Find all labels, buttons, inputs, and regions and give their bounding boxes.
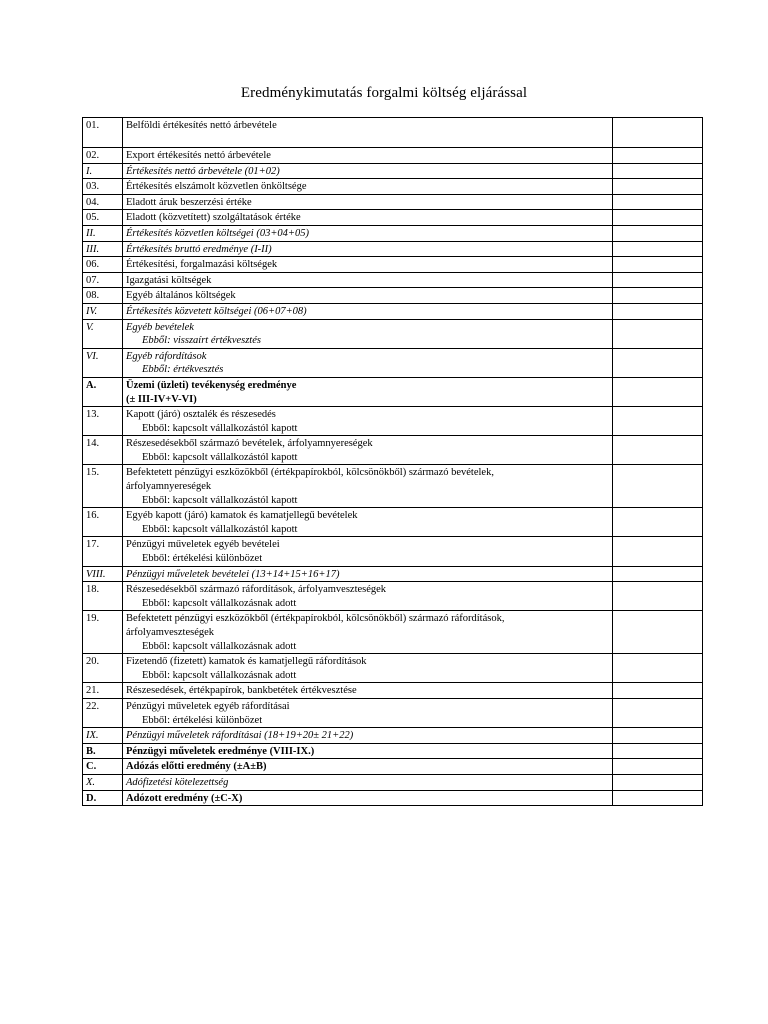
- row-code: 17.: [83, 537, 123, 566]
- row-label: Pénzügyi műveletek bevételei (13+14+15+16+17): [126, 568, 340, 580]
- row-description: [123, 566, 613, 582]
- row-label: Részesedésekből származó ráfordítások, árfolyamveszteségek: [126, 584, 387, 596]
- row-code: 06.: [83, 257, 123, 273]
- row-code: VI.: [83, 348, 123, 377]
- row-label: Befektetett pénzügyi eszközökből (értékpapírokból, kölcsönökből) származó bevételek,: [126, 467, 494, 479]
- row-code: 03.: [83, 179, 123, 195]
- row-description: [123, 118, 613, 148]
- row-value-cell[interactable]: [613, 759, 703, 775]
- table-row: [83, 288, 703, 304]
- row-label: Értékesítés nettó árbevétele (01+02): [126, 165, 280, 177]
- row-description: [123, 303, 613, 319]
- table-row: [83, 377, 703, 406]
- row-label: Befektetett pénzügyi eszközökből (értékpapírokból, kölcsönökből) származó ráfordítások,: [126, 613, 505, 625]
- row-description: [123, 210, 613, 226]
- row-code: I.: [83, 163, 123, 179]
- table-row: [83, 611, 703, 654]
- row-code: VIII.: [83, 566, 123, 582]
- row-value-cell[interactable]: [613, 377, 703, 406]
- row-value-cell[interactable]: [613, 790, 703, 806]
- row-value-cell[interactable]: [613, 163, 703, 179]
- row-code: 18.: [83, 582, 123, 611]
- income-statement-table: [82, 117, 703, 806]
- table-row: [83, 241, 703, 257]
- row-value-cell[interactable]: [613, 654, 703, 683]
- row-label: Pénzügyi műveletek eredménye (VIII-IX.): [126, 745, 315, 757]
- row-label: Fizetendő (fizetett) kamatok és kamatjellegű ráfordítások: [126, 656, 367, 668]
- row-label: Eladott (közvetített) szolgáltatások értéke: [126, 212, 301, 224]
- row-description: [123, 743, 613, 759]
- row-code: 15.: [83, 465, 123, 508]
- row-label: Adózás előtti eredmény (±A±B): [126, 761, 267, 773]
- row-description: [123, 759, 613, 775]
- row-code: III.: [83, 241, 123, 257]
- row-description: [123, 407, 613, 436]
- row-description: [123, 163, 613, 179]
- row-value-cell[interactable]: [613, 210, 703, 226]
- table-row: [83, 272, 703, 288]
- table-row: [83, 582, 703, 611]
- row-description: [123, 179, 613, 195]
- row-value-cell[interactable]: [613, 537, 703, 566]
- row-sublabel: Ebből: kapcsolt vállalkozásnak adott: [142, 669, 297, 681]
- table-row: [83, 319, 703, 348]
- row-sublabel: Ebből: kapcsolt vállalkozásnak adott: [142, 597, 297, 609]
- row-code: D.: [83, 790, 123, 806]
- row-label-continuation: (± III-IV+V-VI): [126, 393, 197, 405]
- table-row: [83, 743, 703, 759]
- row-label: Értékesítés elszámolt közvetlen önköltsége: [126, 181, 307, 193]
- row-label: Egyéb kapott (járó) kamatok és kamatjellegű bevételek: [126, 510, 358, 522]
- row-value-cell[interactable]: [613, 436, 703, 465]
- row-label: Pénzügyi műveletek ráfordításai (18+19+20± 21+22): [126, 730, 354, 742]
- row-label: Részesedésekből származó bevételek, árfolyamnyereségek: [126, 438, 373, 450]
- row-description: [123, 257, 613, 273]
- row-value-cell[interactable]: [613, 774, 703, 790]
- table-row: [83, 759, 703, 775]
- row-description: [123, 774, 613, 790]
- row-description: [123, 377, 613, 406]
- table-row: [83, 728, 703, 744]
- table-row: [83, 698, 703, 727]
- row-code: 20.: [83, 654, 123, 683]
- row-label: Export értékesítés nettó árbevétele: [126, 150, 271, 161]
- row-label: Egyéb általános költségek: [126, 290, 236, 302]
- row-code: A.: [83, 377, 123, 406]
- row-code: 21.: [83, 683, 123, 699]
- row-sublabel: Ebből: értékelési különbözet: [142, 714, 263, 726]
- row-description: [123, 582, 613, 611]
- row-description: [123, 348, 613, 377]
- row-value-cell[interactable]: [613, 303, 703, 319]
- row-label: Igazgatási költségek: [126, 274, 212, 286]
- row-value-cell[interactable]: [613, 225, 703, 241]
- row-code: 05.: [83, 210, 123, 226]
- row-label: Pénzügyi műveletek egyéb bevételei: [126, 539, 280, 551]
- row-sublabel: Ebből: visszaírt értékvesztés: [142, 335, 261, 347]
- row-value-cell[interactable]: [613, 148, 703, 164]
- table-row: [83, 303, 703, 319]
- row-value-cell[interactable]: [613, 407, 703, 436]
- row-label: Értékesítési, forgalmazási költségek: [126, 259, 278, 271]
- row-value-cell[interactable]: [613, 241, 703, 257]
- document-title: Eredménykimutatás forgalmi költség eljárással: [240, 85, 528, 101]
- row-sublabel: Ebből: kapcsolt vállalkozásnak adott: [142, 640, 297, 652]
- row-code: 07.: [83, 272, 123, 288]
- row-code: 16.: [83, 508, 123, 537]
- table-row: [83, 436, 703, 465]
- row-label: Részesedések, értékpapírok, bankbetétek értékvesztése: [126, 685, 357, 697]
- row-code: B.: [83, 743, 123, 759]
- row-value-cell[interactable]: [613, 257, 703, 273]
- row-value-cell[interactable]: [613, 698, 703, 727]
- row-description: [123, 288, 613, 304]
- row-code: 19.: [83, 611, 123, 654]
- row-code: 04.: [83, 194, 123, 210]
- row-value-cell[interactable]: [613, 611, 703, 654]
- table-row: [83, 163, 703, 179]
- row-code: 14.: [83, 436, 123, 465]
- row-code: 08.: [83, 288, 123, 304]
- row-sublabel: Ebből: kapcsolt vállalkozástól kapott: [142, 422, 298, 434]
- row-code: IX.: [83, 728, 123, 744]
- table-row: [83, 225, 703, 241]
- row-code: 22.: [83, 698, 123, 727]
- row-description: [123, 728, 613, 744]
- row-value-cell[interactable]: [613, 465, 703, 508]
- row-value-cell[interactable]: [613, 508, 703, 537]
- row-description: [123, 508, 613, 537]
- row-description: [123, 148, 613, 164]
- row-code: 02.: [83, 148, 123, 164]
- table-row: [83, 790, 703, 806]
- table-row: [83, 179, 703, 195]
- row-description: [123, 790, 613, 806]
- table-row: [83, 348, 703, 377]
- row-description: [123, 225, 613, 241]
- row-label: Egyéb bevételek: [126, 321, 194, 333]
- row-label: Kapott (járó) osztalék és részesedés: [126, 409, 276, 421]
- table-row: [83, 194, 703, 210]
- row-sublabel: Ebből: kapcsolt vállalkozástól kapott: [142, 523, 298, 535]
- row-value-cell[interactable]: [613, 566, 703, 582]
- row-label: Értékesítés közvetett költségei (06+07+08): [126, 305, 307, 317]
- row-code: X.: [83, 774, 123, 790]
- income-statement-rows: [83, 118, 703, 806]
- row-sublabel: Ebből: kapcsolt vállalkozástól kapott: [142, 494, 298, 506]
- row-sublabel: Ebből: értékelési különbözet: [142, 553, 263, 565]
- row-code: V.: [83, 319, 123, 348]
- row-description: [123, 654, 613, 683]
- row-label: Üzemi (üzleti) tevékenység eredménye: [126, 379, 297, 391]
- row-label: Adófizetési kötelezettség: [126, 776, 229, 788]
- row-label: Értékesítés közvetlen költségei (03+04+05): [126, 227, 309, 239]
- table-row: [83, 118, 703, 148]
- row-description: [123, 465, 613, 508]
- table-row: [83, 257, 703, 273]
- row-value-cell[interactable]: [613, 179, 703, 195]
- table-row: [83, 465, 703, 508]
- row-sublabel: Ebből: értékvesztés: [142, 364, 224, 376]
- row-value-cell[interactable]: [613, 319, 703, 348]
- table-row: [83, 210, 703, 226]
- row-description: [123, 698, 613, 727]
- table-row: [83, 148, 703, 164]
- row-code: 13.: [83, 407, 123, 436]
- row-value-cell[interactable]: [613, 728, 703, 744]
- table-row: [83, 774, 703, 790]
- row-description: [123, 537, 613, 566]
- row-description: [123, 194, 613, 210]
- row-value-cell[interactable]: [613, 348, 703, 377]
- row-value-cell[interactable]: [613, 272, 703, 288]
- table-row: [83, 508, 703, 537]
- row-value-cell[interactable]: [613, 683, 703, 699]
- row-description: [123, 436, 613, 465]
- row-label-continuation: árfolyamnyereségek: [126, 481, 212, 493]
- row-value-cell[interactable]: [613, 194, 703, 210]
- table-row: [83, 407, 703, 436]
- table-row: [83, 566, 703, 582]
- row-value-cell[interactable]: [613, 118, 703, 148]
- row-description: [123, 683, 613, 699]
- row-label: Értékesítés bruttó eredménye (I-II): [126, 243, 272, 255]
- row-value-cell[interactable]: [613, 288, 703, 304]
- row-label: Eladott áruk beszerzési értéke: [126, 196, 252, 208]
- row-description: [123, 319, 613, 348]
- row-value-cell[interactable]: [613, 743, 703, 759]
- row-description: [123, 272, 613, 288]
- table-row: [83, 537, 703, 566]
- row-value-cell[interactable]: [613, 582, 703, 611]
- row-code: 01.: [83, 118, 123, 148]
- row-label: Belföldi értékesítés nettó árbevétele: [126, 120, 277, 131]
- row-code: II.: [83, 225, 123, 241]
- table-row: [83, 654, 703, 683]
- row-description: [123, 611, 613, 654]
- row-description: [123, 241, 613, 257]
- row-code: IV.: [83, 303, 123, 319]
- row-label: Adózott eredmény (±C-X): [126, 792, 243, 804]
- row-label: Egyéb ráfordítások: [126, 350, 207, 362]
- row-sublabel: Ebből: kapcsolt vállalkozástól kapott: [142, 451, 298, 463]
- table-row: [83, 683, 703, 699]
- row-code: C.: [83, 759, 123, 775]
- row-label-continuation: árfolyamveszteségek: [126, 627, 215, 638]
- row-label: Pénzügyi műveletek egyéb ráfordításai: [126, 700, 290, 712]
